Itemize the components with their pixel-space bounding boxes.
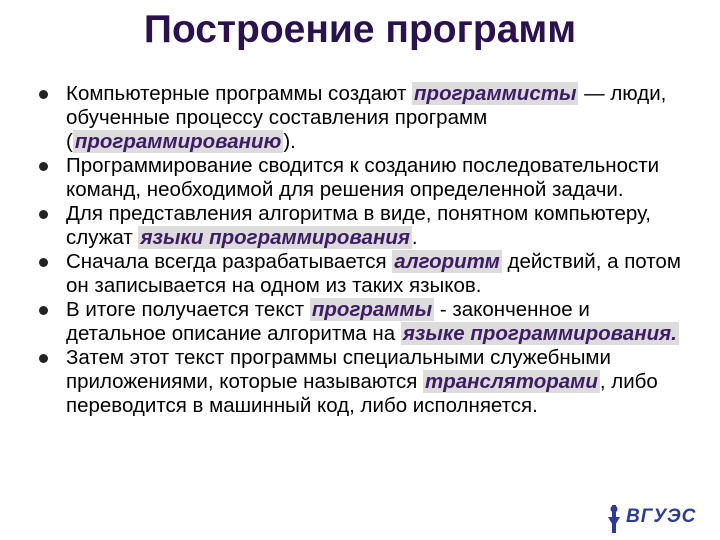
highlighted-term: алгоритм: [394, 250, 500, 273]
university-logo-icon: [606, 503, 622, 535]
bullet-item: [36, 202, 686, 250]
bullet-item: [36, 154, 686, 202]
bullet-text: - законченное и детальное описание алгоритма на: [66, 298, 590, 345]
bullet-text: Программирование сводится к созданию последовательности команд, необходимой для решения определенной задачи.: [66, 154, 660, 201]
bullet-text: В итоге получается текст: [66, 298, 310, 321]
bullet-dot-icon: [39, 210, 48, 219]
bullet-text: , либо переводится в машинный код, либо исполняется.: [66, 370, 658, 417]
bullet-dot-icon: [39, 90, 48, 99]
university-logo: [606, 503, 706, 535]
bullet-item: [36, 250, 686, 298]
slide-title: Построение программ: [143, 8, 577, 51]
bullet-dot-icon: [39, 354, 48, 363]
bullet-dot-icon: [39, 306, 48, 315]
bullet-item: [36, 298, 686, 346]
highlighted-term: языке программирования.: [402, 322, 677, 345]
highlighted-term: программированию: [74, 130, 282, 153]
bullet-text: Сначала всегда разрабатывается: [66, 250, 393, 273]
highlighted-term: трансляторами: [425, 370, 598, 393]
bullet-dot-icon: [39, 258, 48, 267]
bullet-text: — люди, обученные процессу составления программ (: [66, 82, 667, 153]
bullet-item: [36, 82, 686, 154]
bullet-text: Затем этот текст программы специальными служебными приложениями, которые называются: [66, 346, 611, 393]
bullet-text: Компьютерные программы создают: [66, 82, 413, 105]
bullet-item: [36, 346, 686, 418]
bullet-text: действий, а потом он записывается на одном из таких языков.: [66, 250, 681, 297]
highlighted-term: программы: [311, 298, 433, 321]
bullet-list: [36, 82, 686, 418]
highlighted-term: программисты: [414, 82, 577, 105]
bullet-text: Для представления алгоритма в виде, понятном компьютеру, служат: [66, 202, 651, 249]
bullet-text: .: [411, 226, 418, 249]
bullet-text: ).: [283, 130, 296, 153]
highlighted-term: языки программирования: [140, 226, 410, 249]
logo-text: ВГУЭС: [626, 506, 697, 527]
bullet-dot-icon: [39, 162, 48, 171]
